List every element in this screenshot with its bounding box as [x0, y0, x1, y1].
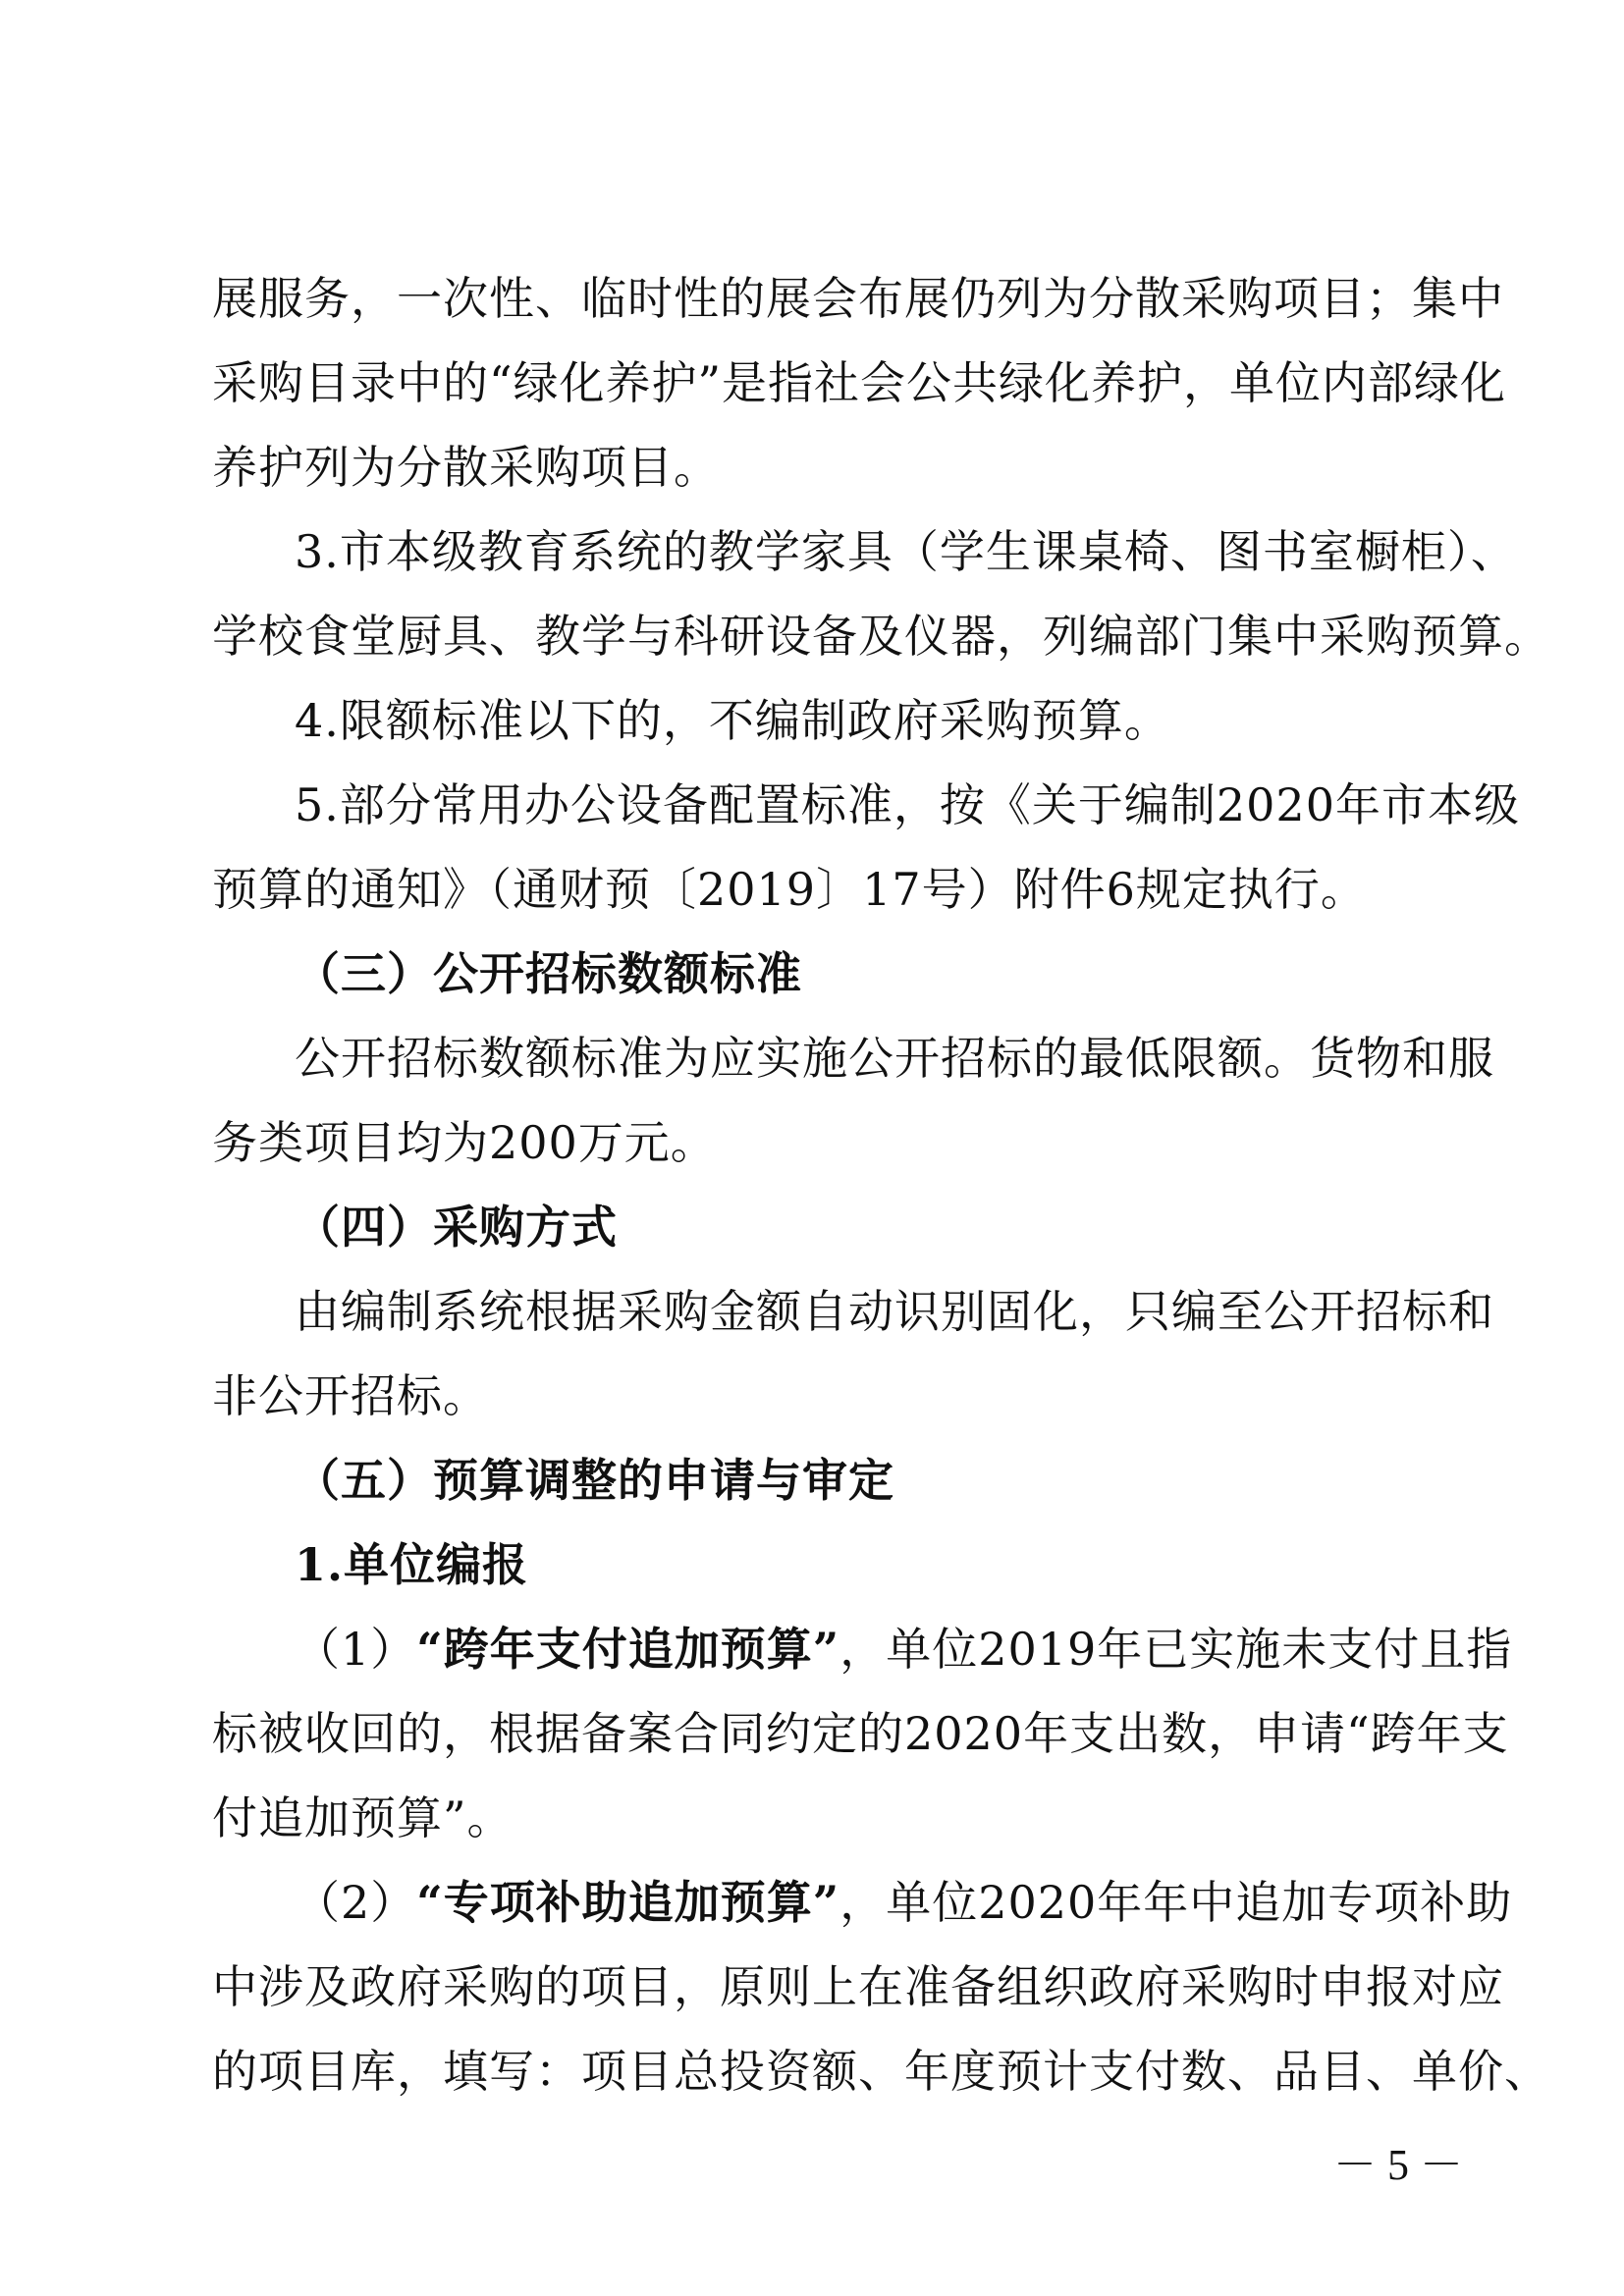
item-number: （1）	[295, 1623, 417, 1676]
page-number: － 5 －	[1333, 2141, 1463, 2189]
item-title: “专项补助追加预算”	[416, 1876, 840, 1929]
subsection-heading: 1.单位编报	[295, 1538, 529, 1591]
section-heading-3: （三）公开招标数额标准	[295, 947, 802, 1000]
item-text: ，单位2020年年中追加专项补助	[839, 1876, 1513, 1929]
paragraph-line: 展服务，一次性、临时性的展会布展仍列为分散采购项目；集中	[212, 272, 1504, 325]
paragraph-line: 付追加预算”。	[212, 1791, 514, 1844]
paragraph-line: 的项目库，填写：项目总投资额、年度预计支付数、品目、单价、	[212, 2045, 1550, 2098]
paragraph-line: 标被收回的，根据备案合同约定的2020年支出数，申请“跨年支	[212, 1707, 1509, 1760]
section-heading-5: （五）预算调整的申请与审定	[295, 1454, 894, 1507]
paragraph-line: 3.市本级教育系统的教学家具（学生课桌椅、图书室橱柜）、	[295, 525, 1517, 578]
paragraph-line	[295, 1875, 1512, 1930]
paragraph-line: 采购目录中的“绿化养护”是指社会公共绿化养护，单位内部绿化	[212, 356, 1507, 409]
paragraph-line: 务类项目均为200万元。	[212, 1116, 717, 1169]
item-text: ，单位2019年已实施未支付且指	[839, 1623, 1513, 1676]
section-heading-4: （四）采购方式	[295, 1201, 618, 1254]
paragraph-line: 预算的通知》（通财预〔2019〕17号）附件6规定执行。	[212, 863, 1367, 916]
paragraph-line: 公开招标数额标准为应实施公开招标的最低限额。货物和服	[295, 1032, 1494, 1085]
paragraph-line: 非公开招标。	[212, 1369, 489, 1422]
paragraph-line: 由编制系统根据采购金额自动识别固化，只编至公开招标和	[295, 1285, 1494, 1338]
item-number: （2）	[295, 1876, 417, 1929]
paragraph-line: 养护列为分散采购项目。	[212, 441, 720, 494]
paragraph-line: 中涉及政府采购的项目，原则上在准备组织政府采购时申报对应	[212, 1960, 1504, 2013]
item-title: “跨年支付追加预算”	[416, 1623, 840, 1676]
paragraph-line: 5.部分常用办公设备配置标准，按《关于编制2020年市本级	[295, 778, 1520, 831]
paragraph-line: 学校食堂厨具、教学与科研设备及仪器，列编部门集中采购预算。	[212, 610, 1550, 663]
paragraph-line	[295, 1622, 1512, 1677]
paragraph-line: 4.限额标准以下的，不编制政府采购预算。	[295, 694, 1170, 747]
